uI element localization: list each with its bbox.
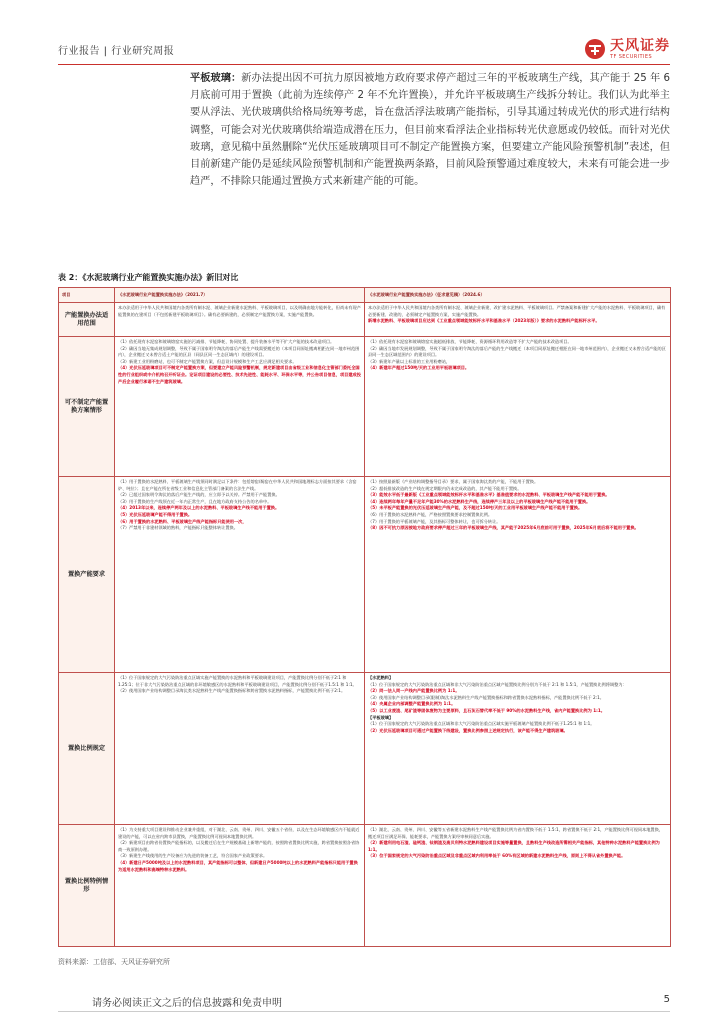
report-category: 行业报告 | 行业研究周报: [58, 46, 175, 57]
cell-paragraph: （3）新建生产线使用的生产设备应为先进的装备工艺，符合国家产业政策要求。: [118, 853, 268, 859]
logo-name: 天风证券: [610, 37, 670, 54]
cell-paragraph: （1）位于国家规定的大气污染防治重点区域和非大气污染防治重点区域实施平板玻璃产能置换比例不低于1.25:1 和 1:1。: [368, 721, 595, 727]
page-header: [58, 38, 670, 62]
cell-paragraph: （1）依托现有水泥窑和玻璃熔窑实施治污减排、节能降耗、协同处置、提升装备水平等不扩大产能的技术改造项目。: [118, 339, 335, 344]
cell-paragraph: （4）央属企业内部调整产能置换比例为 1:1。: [368, 701, 456, 707]
cell-paragraph: （2）新建利用电石渣、硅钙渣、钛钢渣及高贝利特水泥熟料建设项目实施等量置换，且熟料生产线改造所需相关产能指标，其他特种水泥熟料产能置换比例为1:1。: [368, 840, 660, 852]
logo-mark-icon: [584, 38, 606, 60]
cell-paragraph: （1）按照最新版《产业结构调整指导目录》要求，属于国家淘汰类的产能，不能用于置换。: [368, 479, 539, 484]
row-new-cell: [365, 825, 671, 947]
cell-paragraph: （6）用于置换的水泥熟料、平板玻璃生产线产能指标只能使用一次，: [118, 518, 247, 524]
cell-paragraph: （5）以工业废渣、尾矿渣等固体废物为主要原料，且石灰石替代率不低于 90%的水泥熟料生产线，省内产能置换比例为 1:1。: [368, 707, 605, 713]
cell-paragraph: 【平板玻璃】: [368, 714, 394, 720]
cell-paragraph: 本办法适用于中华人民共和国境内各类所有制水泥、玻璃企业新建水泥熟料、平板玻璃项目，以及明确由地方能转化，但尚未有现产能置换的在建项目（不包括新建平板玻璃项目）。确有必要新建的，必须制定产能置换方案，实施产能置换。: [118, 305, 361, 317]
row-new-cell: [365, 303, 671, 337]
row-item-label: 置换比例特例情形: [59, 825, 115, 947]
row-old-cell: [115, 303, 365, 337]
header-item: 项目: [59, 288, 115, 303]
row-new-cell: [365, 673, 671, 825]
cell-paragraph: （5）光伏压延玻璃产能不得用于置换。: [118, 511, 193, 517]
table-caption: 表 2：《水泥玻璃行业产能置换实施办法》新旧对比: [58, 273, 239, 282]
cell-paragraph: （2）超低排放改造的生产线在规定期限内仍未完成改造的，其产能不能用于置换。: [368, 485, 522, 491]
row-old-cell: [115, 825, 365, 947]
row-old-cell: [115, 337, 365, 477]
cell-paragraph: （4）连续两年每年产量不足年产能30%的水泥熟料生产线，连续停产三年及以上的平板玻璃生产线产能不能用于置换。: [368, 498, 591, 504]
footer-divider: [58, 1011, 670, 1012]
cell-paragraph: （2）确因当地无集成规划调整，导致不属于国家明令淘汰的落后产能生产线需要搬迁的（本项目同原址搬离相距在同一地市州范围内），企业搬迁又未曾合适土产能的区县（同县区同一生态区域内）的建设项目。: [118, 345, 360, 358]
cell-paragraph: （7）严禁用于非建材领域的熟料，产能指标只能整体转让置换。: [118, 525, 238, 531]
row-item-label: 可不制定产能置换方案情形: [59, 337, 115, 477]
cell-paragraph: （2）使用国家产业结构调整目录淘汰类水泥熟料生产线产能置换指标和跨省置换水泥熟料指标，产能置换比例不低于2:1。: [118, 688, 346, 694]
cell-paragraph: 【水泥熟料】: [368, 675, 394, 680]
table-row: [59, 673, 671, 825]
table-row: [59, 303, 671, 337]
paragraph-lead: 平板玻璃：: [190, 73, 242, 84]
cell-paragraph: （4）新建日产5000吨及以上的水泥熟料项目，其产能指标可以整体，但新建日产5000吨以上的水泥熟料产能指标只能用于置换为适用水泥熟料和高端特种水泥熟料。: [118, 859, 358, 872]
paragraph-text: 新办法提出因不可抗力原因被地方政府要求停产超过三年的平板玻璃生产线，其产能于 25 年 6 月底前可用于置换（此前为连续停产 2 年不允许置换），并允许平板玻璃生产线拆分转让。我们认为此举主要从浮法、光伏玻璃供给格局统筹考虑，旨在盘活浮法玻璃产能指标，引导其通过转成光伏的形式进行结构调整，可能会对光伏玻璃供给端造成潜在压力，但目前來看浮法企业指标转光伏意愿或仍较低。而针对光伏玻璃，意见稿中虽然删除“光伏压延玻璃项目可不制定产能置换方案，但要建立产能风险预警机制”表述，但目前新建产能仍是延续风险预警机制和产能置换两条路，目前风险预警通过难度较大，未来有可能会进一步趋严，不排除只能通过置换方式来新建产能的可能。: [190, 73, 671, 188]
cell-paragraph: （4）新建年产超过150吨/天的工业用平板玻璃项目。: [368, 365, 470, 371]
flat-glass-paragraph: [190, 70, 670, 190]
cell-paragraph: （2）确因当地市发展规划调整，导致不属于国家明令淘汰的落后产能的生产线搬迁（本项目同原址搬迁相距在同一地市州范围内），企业搬迁又未曾合适产能的区县同一生态区域范围内）的建设项目。: [368, 345, 666, 358]
cell-paragraph: （2）已超过国家明令淘汰的落后产能生产线的，应立即予以关停。严禁用于产能置换。: [118, 492, 280, 498]
row-old-cell: [115, 477, 365, 673]
cell-paragraph: （2）光伏压延玻璃项目可通过产能置换下线建设，置换比例参照上述规定执行，该产能不得生产建筑玻璃。: [368, 727, 568, 733]
cell-paragraph: （1）依托现有水泥窑和玻璃熔窑实施超低排放、节能降耗、资源循环利用改造等不扩大产能的技术改造项目。: [368, 339, 572, 344]
cell-paragraph: （2）新建项目由跨省份置换产能指标的，以及搬迁后在生产规模基础上新增产能的，按照跨省置换比例实施，跨省置换按照各省协商一致原则办理。: [118, 840, 360, 852]
page-number: 5: [663, 994, 670, 1005]
table-row: [59, 825, 671, 947]
cell-paragraph: （3）位于国家规定的大气污染防治重点区域及非重点区域内利用率低于 60%有区域的新建水泥熟料生产线，原则上不得从省外置换产能。: [368, 853, 626, 859]
cell-paragraph: （1）为支持重大项目建设和推动企业兼并重组，对于湖北、云南、贵州、四川、安徽五个省份，以及在生态环境敏感区内不能就近建设的产能，可以在省内跨市县置换，产能置换比例可视同本地置换比例。: [118, 827, 360, 839]
cell-paragraph: （3）用于置换的生产线须在近一年内正常生产，且在地方政府支持公告的名单中。: [118, 498, 272, 504]
header-new: 《水泥玻璃行业产能置换实施办法》（征求意见稿）（2024.6）: [365, 288, 671, 303]
row-item-label: 置换比例规定: [59, 673, 115, 825]
cell-paragraph: （7）用于置换的平板玻璃产能，及其指标可整体转让，也可拆分转让。: [368, 518, 501, 524]
row-item-label: 置换产能要求: [59, 477, 115, 673]
comparison-table: [58, 287, 671, 947]
cell-paragraph: （6）用于置换的水泥熟料产能，严格按照置换要求控制置换比例。: [368, 511, 493, 517]
row-item-label: 产能置换办法适用范围: [59, 303, 115, 337]
cell-paragraph: （2）同一法人同一产线内产能置换比例为 1:1。: [368, 688, 460, 694]
cell-paragraph: （3）能效水平低于最新版《工业重点领域能效标杆水平和基准水平》基准值要求的水泥熟料、平板玻璃生产线产能不能用于置换。: [368, 492, 610, 498]
row-old-cell: [115, 673, 365, 825]
cell-paragraph: （1）位于国家规定的大气污染防治重点区域实施产能置换的水泥熟料和平板玻璃建设项目，产能置换比例分别不低于2:1 和 1.25:1；位于非大气污染防治重点区域的非环境敏感区的水泥熟料和平板玻璃建设项目，产能置换比例分别不低于1.5:1 和 1:1。: [118, 675, 357, 687]
table-row: [59, 477, 671, 673]
footer-disclaimer: 请务必阅读正文之后的信息披露和免责申明: [92, 998, 282, 1009]
row-new-cell: [365, 337, 671, 477]
logo-name-en: TF SECURITIES: [610, 53, 653, 60]
table-header-row: [59, 288, 671, 303]
cell-paragraph: （3）使用国家产业结构调整目录(限制)淘汰水泥熟料生产线产能置换指标和跨省置换水泥熟料指标，产能置换比例不低于 2:1。: [368, 694, 604, 700]
cell-paragraph: 本办法适用于中华人民共和国境内各类所有制水泥、玻璃企业新建、改扩建水泥熟料、平板玻璃项目。严禁备案和新建扩大产能的水泥熟料、平板玻璃项目，确有必要新建、改建的，必须制定产能置换方案，实施产能置换。: [368, 305, 666, 317]
cell-paragraph: （4）2013年以来，连续停产两年及以上的水泥熟料、平板玻璃生产线不能用于置换。: [118, 505, 280, 511]
cell-paragraph: （5）未平板产能置换的光伏压延玻璃生产线产能，及不超过150吨/天的工业用平板玻璃生产线产能不能用于置换。: [368, 505, 583, 511]
row-new-cell: [365, 477, 671, 673]
cell-paragraph: （3）新建工业用粉磨站，也可不制定产能置换方案，但总设计规模和生产工艺应满足相关要求。: [118, 358, 297, 364]
source-note: 资料来源：工信部、天风证券研究所: [58, 958, 170, 966]
cell-paragraph: （1）用于置换的水泥熟料、平板玻璃生产线须同时满足以下条件：包括熔窑/焖窑在中华人民共和国地理标志方面按其要求（含窑炉、吨位）；且在产能在所在省级工业和信息化主管部门备案的合法生产线。: [118, 479, 357, 491]
cell-paragraph: （3）新建年产量以上标准的工业用粉磨站，: [368, 358, 451, 364]
header-divider: [58, 64, 670, 65]
cell-paragraph: （1）湖北、云南、贵州、四川、安徽等五省新建水泥熟料生产线产能置换比例为省内置换不低于 1.5:1，跨省置换不低于 2:1，产能置换比例可视同本地置换，搬迁项目应满足环保、能耗要求，产能置换方案经审核同意后实施。: [368, 827, 663, 839]
cell-paragraph: （4）光伏压延玻璃项目可不制定产能置换方案，但要建立产能风险预警机制，规定新建项目由省级工业和信息化主管部门委托全国性的行业组织或中介机构召开听证会。论证项目建设的必要性、技术先进性、能耗水平、环保水平等，并公告项目信息，项目建成投产后企业履行承诺不生产建筑玻璃。: [118, 365, 361, 384]
table-row: [59, 337, 671, 477]
cell-paragraph: 新增水泥熟料、平板玻璃项目应达到《工业重点领域能效标杆水平和基准水平（2023年版）》要求的水泥熟料产能标杆水平。: [368, 318, 600, 324]
header-old: 《水泥玻璃行业产能置换实施办法》（2021.7）: [115, 288, 365, 303]
cell-paragraph: （8）因不可抗力原因被地方政府要求停产超过三年的平板玻璃生产线，其产能于2025年6月底前可用于置换，2025年6月底后将不能用于置换。: [368, 525, 639, 531]
brand-logo: [584, 38, 670, 60]
cell-paragraph: （1）位于国家规定的大气污染防治重点区域和非大气污染防治重点区域产能置换比例分别为不低于 2:1 和 1.5:1，产能置换比例将调整为：: [368, 681, 627, 687]
